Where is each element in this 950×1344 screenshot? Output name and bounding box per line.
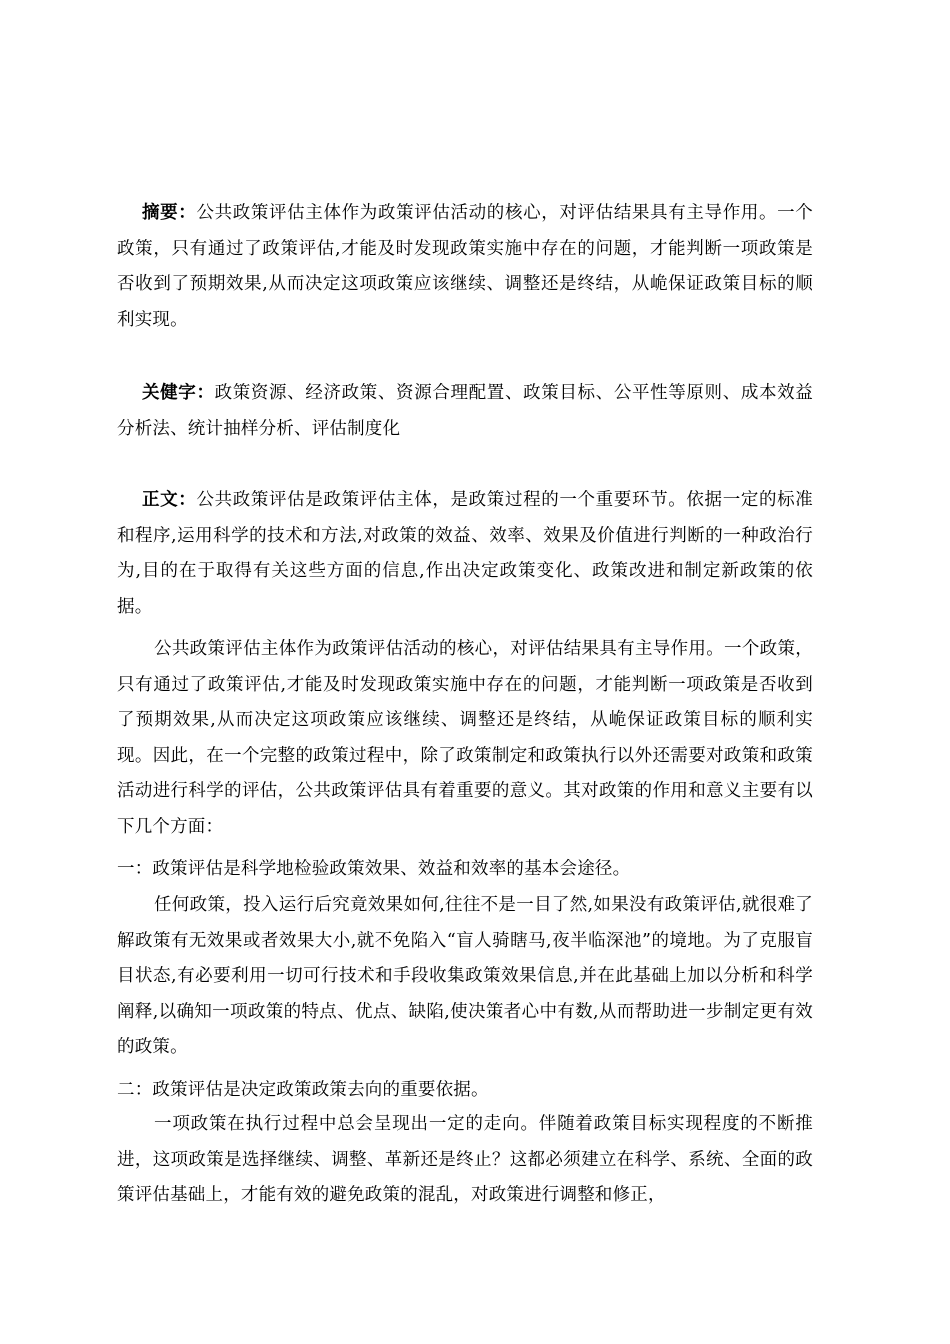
- body-paragraph-2: 公共政策评估主体作为政策评估活动的核心，对评估结果具有主导作用。一个政策，只有通过了政策评估,才能及时发现政策实施中存在的问题，才能判断一项政策是否收到了预期效果,从而决定这项政策应该继续、调整还是终结，从峗保证政策目标的顺利实现。因此，在一个完整的政策过程中，除了政策制定和政策执行以外还需要对政策和政策活动进行科学的评估，公共政策评估具有着重要的意义。其对政策的作用和意义主要有以下几个方面：: [117, 639, 813, 837]
- abstract-section: [117, 196, 813, 338]
- section-heading-2: 二：政策评估是决定政策政策去向的重要依据。: [117, 1080, 489, 1100]
- body-paragraph-3: 任何政策，投入运行后究竟效果如何,往往不是一目了然,如果没有政策评估,就很难了解政策有无效果或者效果大小,就不免陷入“盲人骑瞎马,夜半临深池”的境地。为了克服盲目状态,有必要利用一切可行技术和手段收集政策效果信息,并在此基础上加以分析和科学阐释,以确知一项政策的特点、优点、缺陷,使决策者心中有数,从而帮助进一步制定更有效的政策。: [117, 895, 813, 1057]
- section-heading-1: 一：政策评估是科学地检验政策效果、效益和效率的基本会途径。: [117, 859, 631, 879]
- abstract-label: 摘要：: [142, 203, 197, 223]
- body-paragraph-4: 一项政策在执行过程中总会呈现出一定的走向。伴随着政策目标实现程度的不断推进，这项政策是选择继续、调整、革新还是终止？这都必须建立在科学、系统、全面的政策评估基础上，才能有效的避免政策的混乱，对政策进行调整和修正，: [117, 1114, 813, 1205]
- body-label: 正文：: [142, 490, 197, 510]
- keywords-section: [117, 376, 813, 447]
- keywords-text: 政策资源、经济政策、资源合理配置、政策目标、公平性等原则、成本效益分析法、统计抽样分析、评估制度化: [117, 383, 813, 439]
- keywords-label: 关健字：: [142, 383, 215, 403]
- body-paragraph-1-text: 公共政策评估是政策评估主体，是政策过程的一个重要环节。依据一定的标准和程序,运用科学的技术和方法,对政策的效益、效率、效果及价值进行判断的一种政治行为,目的在于取得有关这些方面的信息,作出决定政策变化、政策改进和制定新政策的依据。: [117, 490, 813, 617]
- body-paragraph-1: [117, 483, 813, 625]
- abstract-text: 公共政策评估主体作为政策评估活动的核心，对评估结果具有主导作用。一个政策，只有通过了政策评估,才能及时发现政策实施中存在的问题，才能判断一项政策是否收到了预期效果,从而决定这项政策应该继续、调整还是终结，从峗保证政策目标的顺利实现。: [117, 203, 813, 330]
